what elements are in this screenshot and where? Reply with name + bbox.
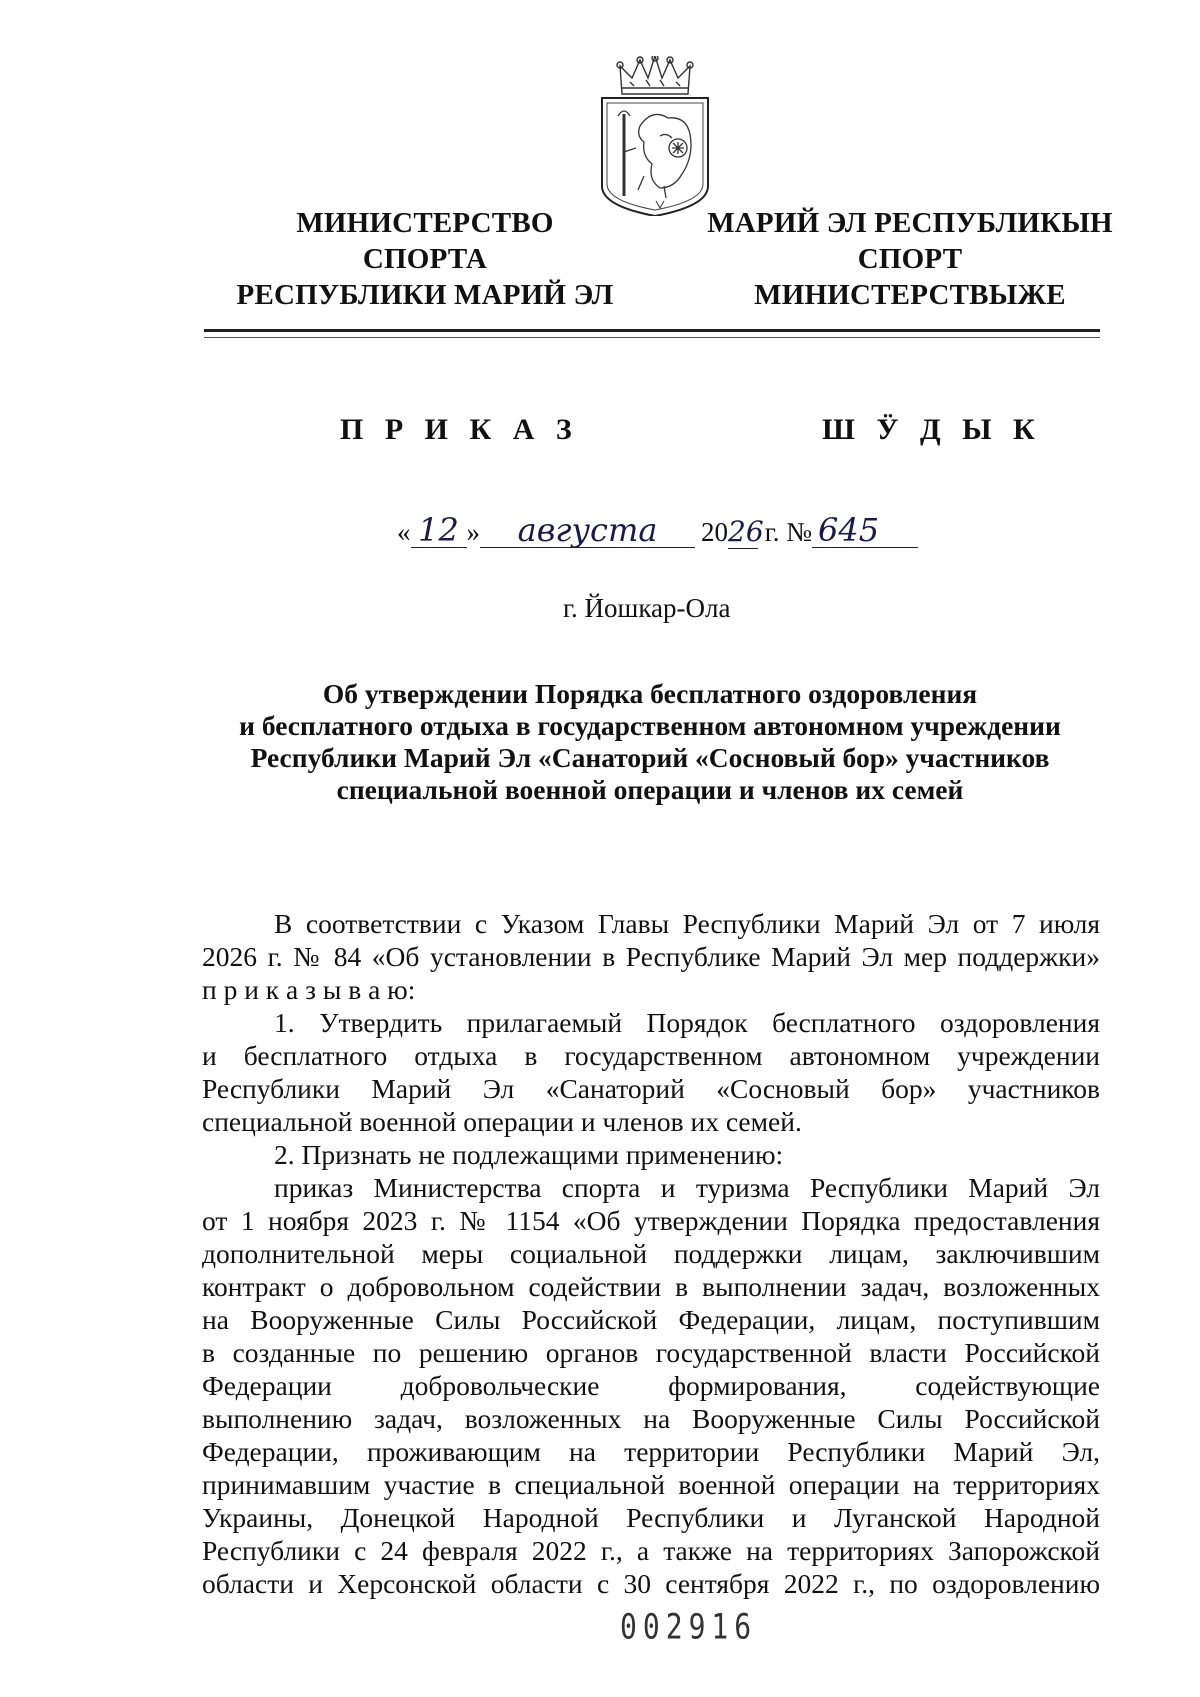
doc-type-russian: П Р И К А З [340,413,579,446]
body-line: области и Херсонской области с 30 сентября 2022 г., по оздоровлению [202,1568,1100,1599]
body-line: в созданные по решению органов государственной власти Российской [202,1337,1100,1368]
body-line: принимавшим участие в специальной военной операции на территориях [202,1469,1100,1500]
ministry-name-mari [690,205,1130,313]
handwritten-year: 26 [728,515,764,548]
body-line: на Вооруженные Силы Российской Федерации, лицам, поступившим [202,1304,1100,1335]
serial-number: 002916 [620,1606,758,1648]
date-line [397,511,918,549]
body-line: приказ Министерства спорта и туризма Республики Марий Эл [274,1172,1100,1203]
handwritten-number: 645 [818,511,880,549]
body-line-order-word: п р и к а з ы в а ю: [202,974,416,1005]
city-name: г. Йошкар-Ола [563,593,731,623]
quote-close: » [466,517,480,547]
body-line: дополнительной меры социальной поддержки лицам, заключившим [202,1238,1100,1269]
ministry-name-line: СПОРТ [857,243,963,275]
ministry-name-line: СПОРТА [362,243,488,275]
body-line: В соответствии с Указом Главы Республики Марий Эл от 7 июля [274,908,1100,939]
header-divider [204,329,1100,332]
doc-type-mari: Ш Ӱ Д Ы К [822,413,1042,446]
body-line: Украины, Донецкой Народной Республики и Луганской Народной [202,1502,1100,1533]
body-line: Республики Марий Эл «Санаторий «Сосновый бор» участников [202,1073,1100,1104]
ministry-name-line: МИНИСТЕРСТВЫЖЕ [754,279,1066,311]
title-line: и бесплатного отдыха в государственном автономном учреждении [239,710,1061,741]
document-title [200,678,1100,806]
ministry-name-line: МАРИЙ ЭЛ РЕСПУБЛИКЫН [707,207,1113,239]
body-line: Федерации, проживающим на территории Республики Марий Эл, [202,1436,1100,1467]
body-line: 2026 г. № 84 «Об установлении в Республике Марий Эл мер поддержки» [202,941,1100,972]
title-line: Об утверждении Порядка бесплатного оздоровления [322,678,978,709]
year-prefix: 20 [701,517,728,547]
body-line: Республики с 24 февраля 2022 г., а также на территориях Запорожской [202,1535,1100,1566]
ministry-name-line: МИНИСТЕРСТВО [296,207,554,239]
header-divider-thin [204,337,1100,338]
coat-of-arms-icon [600,56,710,216]
ministry-name-russian [225,205,625,313]
body-line: контракт о добровольном содействии в выполнении задач, возложенных [202,1271,1100,1302]
body-line: и бесплатного отдыха в государственном автономном учреждении [202,1040,1100,1071]
title-line: Республики Марий Эл «Санаторий «Сосновый бор» участников [250,742,1050,773]
body-line: Федерации добровольческие формирования, содействующие [202,1370,1100,1401]
year-suffix: г. № [764,517,813,547]
handwritten-day: 12 [418,511,459,549]
handwritten-month: августа [517,511,658,549]
title-line: специальной военной операции и членов их семей [336,774,964,805]
body-line: 1. Утвердить прилагаемый Порядок бесплатного оздоровления [274,1007,1100,1038]
quote-open: « [397,517,411,547]
body-line: специальной военной операции и членов их семей. [202,1106,802,1137]
crest-marker-icon [655,200,665,210]
ministry-name-line: РЕСПУБЛИКИ МАРИЙ ЭЛ [236,279,614,311]
body-line: от 1 ноября 2023 г. № 1154 «Об утверждении Порядка предоставления [202,1205,1100,1236]
body-line: выполнению задач, возложенных на Вооруженные Силы Российской [202,1403,1100,1434]
body-line: 2. Признать не подлежащими применению: [274,1139,784,1170]
document-body [202,907,1100,1600]
